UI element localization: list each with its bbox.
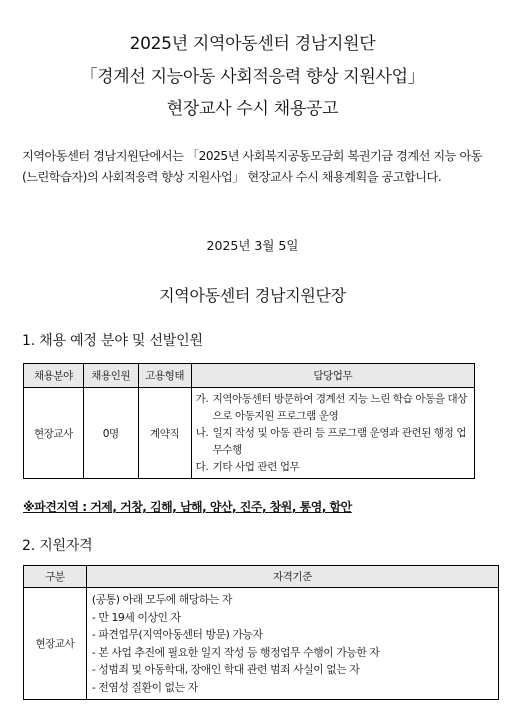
duty-item — [196, 459, 470, 476]
criteria-line: - 전염성 질환이 없는 자 — [91, 680, 198, 694]
table-row — [24, 588, 499, 700]
table-row — [24, 388, 475, 479]
header-type: 고용형태 — [138, 364, 191, 388]
duty-item — [196, 391, 470, 425]
criteria-line: - 파견업무(지역아동센터 방문) 가능자 — [91, 628, 263, 641]
cell-category: 현장교사 — [24, 588, 87, 700]
cell-criteria — [86, 588, 498, 700]
dispatch-region-note: ※파견지역 : 거제, 거창, 김해, 남해, 양산, 진주, 창원, 통영, 함안 — [23, 500, 352, 514]
table-header-row — [24, 364, 475, 388]
section-2-heading: 2. 지원자격 — [22, 538, 93, 554]
header-criteria: 자격기준 — [86, 566, 498, 588]
recruitment-table — [23, 363, 475, 479]
section-1-heading: 1. 채용 예정 분야 및 선발인원 — [22, 333, 203, 349]
criteria-line: - 만 19세 이상인 자 — [91, 610, 181, 624]
duty-marker: 다. — [195, 461, 209, 473]
organization-signature: 지역아동센터 경남지원단장 — [159, 286, 346, 305]
table-header-row — [24, 566, 499, 588]
cell-duties — [191, 388, 474, 479]
header-duties: 담당업무 — [191, 364, 474, 388]
duty-text: 일지 작성 및 아동 관리 등 프로그램 운영과 관련된 행정 업무수행 — [212, 427, 467, 456]
title-line-3: 현장교사 수시 채용공고 — [166, 99, 339, 119]
qualification-table — [23, 565, 499, 700]
cell-count: 0명 — [83, 388, 138, 479]
criteria-line: - 성범죄 및 아동학대, 장애인 학대 관련 범죄 사실이 없는 자 — [91, 663, 360, 676]
header-count: 채용인원 — [83, 364, 138, 388]
duty-text: 기타 사업 관련 업무 — [212, 461, 300, 473]
announcement-date: 2025년 3월 5일 — [206, 238, 299, 253]
header-category: 구분 — [24, 566, 87, 588]
duty-marker: 나. — [195, 427, 209, 439]
cell-type: 계약직 — [138, 388, 191, 479]
duty-item — [196, 425, 470, 459]
title-line-2: 「경계선 지능아동 사회적응력 향상 지원사업」 — [80, 67, 425, 87]
criteria-line: - 본 사업 추진에 필요한 일지 작성 등 행정업무 수행이 가능한 자 — [91, 645, 380, 659]
duty-text: 지역아동센터 방문하여 경계선 지능 느린 학습 아동을 대상으로 아동지원 프로그램 운영 — [212, 393, 468, 422]
cell-field: 현장교사 — [24, 388, 84, 479]
intro-paragraph: 지역아동센터 경남지원단에서는 「2025년 사회복지공동모금회 복권기금 경계선 지능 아동(느린학습자)의 사회적응력 향상 지원사업」 현장교사 수시 채용계획을 공고합니다. — [22, 149, 482, 184]
title-line-1: 2025년 지역아동센터 경남지원단 — [129, 34, 376, 54]
header-field: 채용분야 — [24, 364, 84, 388]
criteria-line: (공통) 아래 모두에 해당하는 자 — [91, 593, 232, 606]
duty-marker: 가. — [195, 393, 209, 405]
